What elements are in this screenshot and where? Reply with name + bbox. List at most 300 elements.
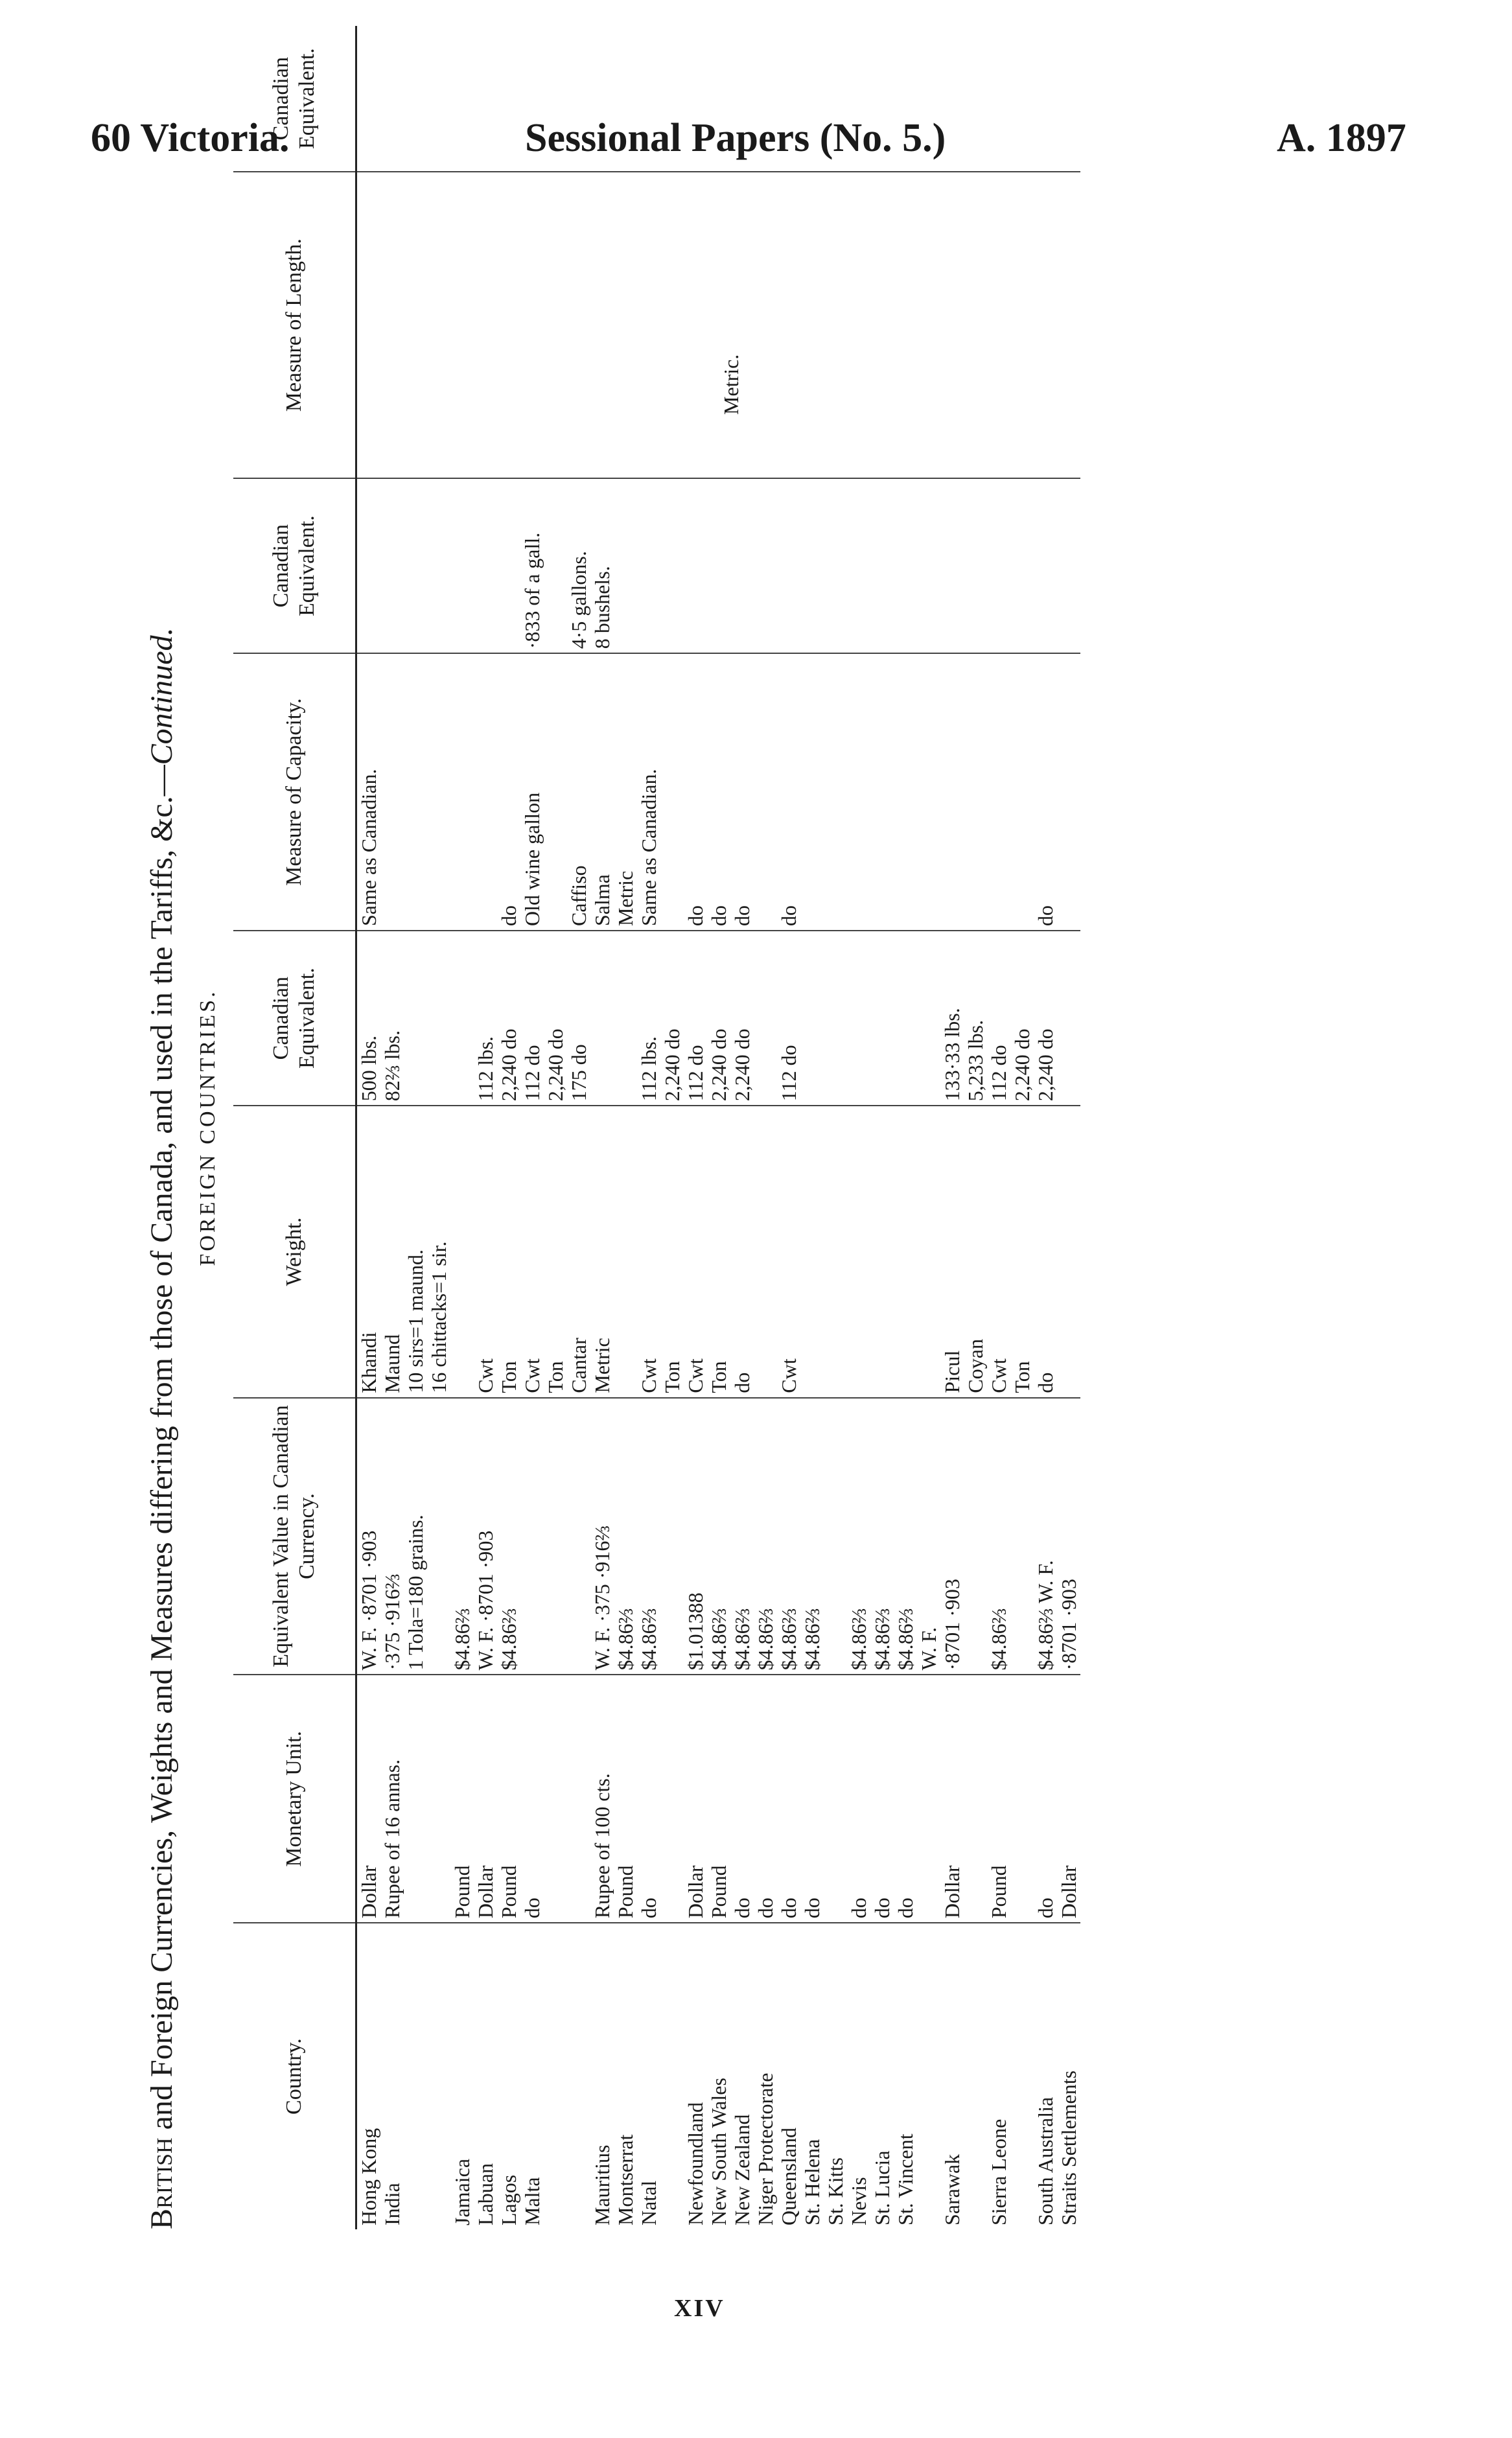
cell-length-equivalent [987, 26, 1010, 172]
cell-country: St. Lucia [870, 2150, 894, 2225]
cell-equivalent-value: $4.86⅔ [730, 1398, 754, 1675]
cell-weight-equivalent: 2,240 do [707, 931, 730, 1106]
cell-country: New South Wales [707, 2078, 730, 2225]
cell-weight [824, 1106, 847, 1397]
cell-weight: Ton [660, 1106, 684, 1397]
cell-country: Labuan [474, 2163, 497, 2225]
table-row [940, 26, 964, 2229]
cell-weight [894, 1106, 917, 1397]
cell-equivalent-value [427, 1398, 450, 1675]
cell-weight-equivalent: 112 do [520, 931, 544, 1106]
caption-rest: and Foreign Currencies, Weights and Measures differing from those of Canada, and used in the Tariffs, &c.— [145, 765, 179, 2138]
cell-length-equivalent [754, 26, 777, 172]
cell-length-equivalent [800, 26, 824, 172]
cell-capacity-equivalent: ·833 of a gall. [520, 478, 544, 653]
cell-capacity: Metric [614, 653, 637, 931]
cell-monetary-unit: Rupee of 100 cts. [590, 1675, 614, 1923]
cell-country: St. Helena [800, 2139, 824, 2225]
cell-capacity-equivalent [917, 478, 940, 653]
header-left: 60 Victoria. [91, 116, 290, 160]
cell-length-equivalent [847, 26, 870, 172]
cell-monetary-unit: do [894, 1675, 917, 1923]
table-row [964, 26, 987, 2229]
cell-capacity-equivalent [356, 478, 381, 653]
cell-equivalent-value: ·8701 ·903 [940, 1398, 964, 1675]
cell-weight-equivalent [450, 931, 474, 1106]
cell-equivalent-value [660, 1398, 684, 1675]
table-row [404, 26, 427, 2229]
cell-weight: Coyan [964, 1106, 987, 1397]
cell-capacity: do [730, 653, 754, 931]
col-header-weight: Weight. [233, 1106, 356, 1397]
cell-country: Natal [637, 2180, 660, 2225]
cell-monetary-unit: do [730, 1675, 754, 1923]
cell-monetary-unit: do [1034, 1675, 1057, 1923]
cell-country: Malta [520, 2177, 544, 2225]
cell-equivalent-value: W. F. ·8701 ·903 [474, 1398, 497, 1675]
cell-weight-equivalent: 133·33 lbs. [940, 931, 964, 1106]
cell-length [1034, 172, 1057, 478]
cell-capacity-equivalent [404, 478, 427, 653]
cell-monetary-unit: Pound [614, 1675, 637, 1923]
cell-weight-equivalent [614, 931, 637, 1106]
cell-length-equivalent [940, 26, 964, 172]
cell-weight: Cwt [474, 1106, 497, 1397]
cell-weight-equivalent: 2,240 do [730, 931, 754, 1106]
cell-weight-equivalent: 2,240 do [497, 931, 520, 1106]
cell-monetary-unit [544, 1675, 567, 1923]
cell-equivalent-value: W. F. ·375 ·916⅔ [590, 1398, 614, 1675]
cell-weight-equivalent [754, 931, 777, 1106]
cell-length [1010, 172, 1034, 478]
cell-weight: Maund [380, 1106, 404, 1397]
cell-length [450, 172, 474, 478]
cell-capacity-equivalent [1057, 478, 1080, 653]
cell-weight-equivalent: 175 do [567, 931, 590, 1106]
table-row [497, 26, 520, 2229]
cell-capacity [964, 653, 987, 931]
cell-capacity-equivalent [450, 478, 474, 653]
cell-monetary-unit [1010, 1675, 1034, 1923]
cell-capacity-equivalent: 8 bushels. [590, 478, 614, 653]
cell-length [356, 172, 381, 478]
cell-capacity-equivalent [754, 478, 777, 653]
cell-length-equivalent [380, 26, 404, 172]
cell-length-equivalent [427, 26, 450, 172]
table-row [800, 26, 824, 2229]
cell-equivalent-value [544, 1398, 567, 1675]
table-row [777, 26, 800, 2229]
col-header-equivalent-value: Equivalent Value in Canadian Currency. [233, 1398, 356, 1675]
cell-weight-equivalent [870, 931, 894, 1106]
cell-capacity [754, 653, 777, 931]
col-header-country: Country. [233, 1923, 356, 2229]
table-row [590, 26, 614, 2229]
cell-capacity [380, 653, 404, 931]
cell-weight-equivalent: 2,240 do [660, 931, 684, 1106]
cell-length-equivalent [590, 26, 614, 172]
cell-capacity-equivalent [987, 478, 1010, 653]
cell-length [614, 172, 637, 478]
cell-capacity-equivalent [800, 478, 824, 653]
cell-weight [870, 1106, 894, 1397]
cell-weight: Picul [940, 1106, 964, 1397]
cell-weight [917, 1106, 940, 1397]
cell-weight-equivalent [404, 931, 427, 1106]
cell-capacity-equivalent [894, 478, 917, 653]
cell-capacity-equivalent [1034, 478, 1057, 653]
col-header-capacity-equivalent: Canadian Equivalent. [233, 478, 356, 653]
header-center: Sessional Papers (No. 5.) [525, 116, 946, 160]
table-row [474, 26, 497, 2229]
cell-capacity: Salma [590, 653, 614, 931]
cell-weight-equivalent [917, 931, 940, 1106]
cell-capacity-equivalent [660, 478, 684, 653]
cell-capacity: do [497, 653, 520, 931]
cell-length-equivalent [707, 26, 730, 172]
cell-capacity [870, 653, 894, 931]
cell-capacity [894, 653, 917, 931]
cell-country: Lagos [497, 2174, 520, 2225]
cell-length [590, 172, 614, 478]
cell-weight [450, 1106, 474, 1397]
cell-capacity: Same as Canadian. [356, 653, 381, 931]
cell-length [427, 172, 450, 478]
cell-length [730, 172, 754, 478]
cell-monetary-unit: Pound [987, 1675, 1010, 1923]
cell-equivalent-value: $4.86⅔ [637, 1398, 660, 1675]
cell-equivalent-value: W. F. ·8701 ·903 [356, 1398, 381, 1675]
table-row [356, 26, 381, 2229]
cell-length [987, 172, 1010, 478]
cell-capacity-equivalent [497, 478, 520, 653]
cell-length [754, 172, 777, 478]
cell-equivalent-value: $4.86⅔ [450, 1398, 474, 1675]
cell-length-equivalent [520, 26, 544, 172]
cell-monetary-unit [427, 1675, 450, 1923]
cell-length [520, 172, 544, 478]
cell-weight-equivalent [824, 931, 847, 1106]
cell-equivalent-value: $4.86⅔ [847, 1398, 870, 1675]
table-row [1010, 26, 1034, 2229]
cell-monetary-unit: do [754, 1675, 777, 1923]
cell-capacity [544, 653, 567, 931]
col-header-monetary-unit: Monetary Unit. [233, 1675, 356, 1923]
cell-equivalent-value: $4.86⅔ [987, 1398, 1010, 1675]
cell-weight [614, 1106, 637, 1397]
cell-capacity-equivalent [847, 478, 870, 653]
cell-country: New Zealand [730, 2114, 754, 2225]
length-metric-note: Metric. [719, 354, 743, 415]
cell-length-equivalent [404, 26, 427, 172]
cell-country: Sierra Leone [987, 2119, 1010, 2225]
cell-monetary-unit [660, 1675, 684, 1923]
cell-equivalent-value: 1 Tola=180 grains. [404, 1398, 427, 1675]
cell-monetary-unit: Dollar [474, 1675, 497, 1923]
cell-country: Hong Kong [357, 2128, 380, 2225]
cell-capacity: do [684, 653, 707, 931]
cell-capacity-equivalent: 4·5 gallons. [567, 478, 590, 653]
cell-length [870, 172, 894, 478]
cell-length-equivalent [567, 26, 590, 172]
cell-weight: Metric [590, 1106, 614, 1397]
cell-capacity-equivalent [614, 478, 637, 653]
table-row [637, 26, 660, 2229]
cell-weight-equivalent: 2,240 do [544, 931, 567, 1106]
cell-country [917, 1923, 940, 2229]
cell-equivalent-value [520, 1398, 544, 1675]
cell-weight-equivalent [847, 931, 870, 1106]
cell-weight-equivalent: 500 lbs. [356, 931, 381, 1106]
cell-length [847, 172, 870, 478]
table-header-row [233, 26, 356, 2229]
table-row [894, 26, 917, 2229]
cell-weight-equivalent: 112 do [987, 931, 1010, 1106]
table-row [660, 26, 684, 2229]
table-caption [136, 26, 188, 2229]
cell-length-equivalent [964, 26, 987, 172]
cell-length-equivalent [544, 26, 567, 172]
header-right: A. 1897 [1277, 116, 1406, 160]
cell-country: Newfoundland [684, 2102, 707, 2225]
cell-monetary-unit: do [870, 1675, 894, 1923]
cell-length [474, 172, 497, 478]
cell-weight-equivalent: 112 do [684, 931, 707, 1106]
table-row [870, 26, 894, 2229]
cell-length [684, 172, 707, 478]
cell-monetary-unit: Dollar [684, 1675, 707, 1923]
cell-weight [847, 1106, 870, 1397]
cell-length-equivalent [474, 26, 497, 172]
cell-weight: Cwt [777, 1106, 800, 1397]
cell-equivalent-value: $4.86⅔ [754, 1398, 777, 1675]
page-mark: XIV [674, 2295, 725, 2322]
cell-monetary-unit: Dollar [940, 1675, 964, 1923]
cell-monetary-unit [567, 1675, 590, 1923]
cell-weight: Cwt [637, 1106, 660, 1397]
table-row [427, 26, 450, 2229]
cell-equivalent-value [567, 1398, 590, 1675]
cell-capacity [660, 653, 684, 931]
table-row [520, 26, 544, 2229]
cell-country: Straits Settlements [1057, 2070, 1080, 2225]
cell-length-equivalent [777, 26, 800, 172]
table-row [987, 26, 1010, 2229]
cell-weight [1057, 1106, 1080, 1397]
cell-length-equivalent [894, 26, 917, 172]
cell-monetary-unit: do [777, 1675, 800, 1923]
cell-country: Niger Protectorate [754, 2072, 777, 2225]
table-row [450, 26, 474, 2229]
cell-weight-equivalent: 112 lbs. [474, 931, 497, 1106]
cell-monetary-unit [964, 1675, 987, 1923]
cell-weight: 10 sirs=1 maund. [404, 1106, 427, 1397]
cell-length [1057, 172, 1080, 478]
cell-weight-equivalent [590, 931, 614, 1106]
cell-length-equivalent [1034, 26, 1057, 172]
caption-continued: Continued. [145, 627, 179, 765]
cell-length [894, 172, 917, 478]
cell-country [964, 1923, 987, 2229]
cell-country: St. Vincent [894, 2133, 917, 2225]
cell-country: Jamaica [450, 2158, 474, 2225]
cell-length-equivalent [824, 26, 847, 172]
cell-length [380, 172, 404, 478]
cell-monetary-unit [824, 1675, 847, 1923]
cell-weight-equivalent [427, 931, 450, 1106]
cell-weight-equivalent [894, 931, 917, 1106]
cell-country [1010, 1923, 1034, 2229]
col-header-capacity: Measure of Capacity. [233, 653, 356, 931]
cell-capacity-equivalent [1010, 478, 1034, 653]
table-row [614, 26, 637, 2229]
cell-country [567, 1923, 590, 2229]
cell-length [824, 172, 847, 478]
cell-capacity [800, 653, 824, 931]
cell-monetary-unit: do [847, 1675, 870, 1923]
cell-monetary-unit: Dollar [356, 1675, 381, 1923]
table-row [754, 26, 777, 2229]
cell-country: Mauritius [590, 2144, 614, 2225]
cell-country: St. Kitts [824, 2157, 847, 2225]
cell-equivalent-value: $4.86⅔ [800, 1398, 824, 1675]
cell-capacity [1057, 653, 1080, 931]
cell-weight-equivalent: 2,240 do [1010, 931, 1034, 1106]
cell-length [777, 172, 800, 478]
cell-length [707, 172, 730, 478]
table-subtitle: FOREIGN COUNTRIES. [196, 989, 220, 1266]
col-header-length: Measure of Length. [233, 172, 356, 478]
cell-capacity-equivalent [870, 478, 894, 653]
cell-capacity-equivalent [824, 478, 847, 653]
cell-capacity: do [707, 653, 730, 931]
cell-capacity [1010, 653, 1034, 931]
cell-country: Nevis [847, 2177, 870, 2225]
cell-length [637, 172, 660, 478]
cell-length-equivalent [917, 26, 940, 172]
cell-equivalent-value: $4.86⅔ W. F. [1034, 1398, 1057, 1675]
cell-capacity: Old wine gallon [520, 653, 544, 931]
cell-monetary-unit: do [637, 1675, 660, 1923]
table-row [380, 26, 404, 2229]
table-row [1034, 26, 1057, 2229]
cell-weight: do [1034, 1106, 1057, 1397]
rotated-table-block [136, 26, 1387, 2229]
cell-weight-equivalent: 112 lbs. [637, 931, 660, 1106]
table-row [847, 26, 870, 2229]
cell-capacity [824, 653, 847, 931]
cell-capacity-equivalent [707, 478, 730, 653]
cell-country: South Australia [1034, 2096, 1057, 2225]
cell-length [660, 172, 684, 478]
cell-monetary-unit: Pound [497, 1675, 520, 1923]
caption-lead: British [145, 2137, 179, 2229]
cell-country [544, 1923, 567, 2229]
cell-length-equivalent [1010, 26, 1034, 172]
cell-capacity: do [777, 653, 800, 931]
cell-length-equivalent [356, 26, 381, 172]
cell-length [800, 172, 824, 478]
cell-weight: Cwt [684, 1106, 707, 1397]
cell-weight: Cwt [987, 1106, 1010, 1397]
cell-weight: Ton [1010, 1106, 1034, 1397]
cell-length-equivalent [614, 26, 637, 172]
table-row [684, 26, 707, 2229]
cell-capacity [940, 653, 964, 931]
cell-equivalent-value: $1.01388 [684, 1398, 707, 1675]
cell-capacity-equivalent [474, 478, 497, 653]
cell-monetary-unit: Rupee of 16 annas. [380, 1675, 404, 1923]
cell-weight: do [730, 1106, 754, 1397]
cell-capacity-equivalent [544, 478, 567, 653]
cell-capacity [404, 653, 427, 931]
cell-capacity-equivalent [684, 478, 707, 653]
cell-capacity-equivalent [777, 478, 800, 653]
cell-country: India [380, 2183, 404, 2225]
cell-length-equivalent [870, 26, 894, 172]
cell-capacity: Caffiso [567, 653, 590, 931]
cell-capacity: do [1034, 653, 1057, 931]
cell-capacity [987, 653, 1010, 931]
cell-weight: Cwt [520, 1106, 544, 1397]
cell-weight-equivalent [800, 931, 824, 1106]
cell-capacity [427, 653, 450, 931]
cell-weight: Khandi [356, 1106, 381, 1397]
cell-length-equivalent [1057, 26, 1080, 172]
cell-equivalent-value: $4.86⅔ [614, 1398, 637, 1675]
cell-monetary-unit: Dollar [1057, 1675, 1080, 1923]
cell-weight: Cantar [567, 1106, 590, 1397]
cell-equivalent-value: $4.86⅔ [870, 1398, 894, 1675]
cell-weight [800, 1106, 824, 1397]
cell-length-equivalent [637, 26, 660, 172]
cell-weight: Ton [497, 1106, 520, 1397]
cell-capacity-equivalent [637, 478, 660, 653]
cell-capacity [450, 653, 474, 931]
col-header-length-equivalent: Canadian Equivalent. [233, 26, 356, 172]
cell-equivalent-value: ·8701 ·903 [1057, 1398, 1080, 1675]
cell-equivalent-value [1010, 1398, 1034, 1675]
table-row [1057, 26, 1080, 2229]
table-row [917, 26, 940, 2229]
table-row [824, 26, 847, 2229]
cell-length-equivalent [497, 26, 520, 172]
cell-equivalent-value [824, 1398, 847, 1675]
cell-equivalent-value: $4.86⅔ [894, 1398, 917, 1675]
cell-country: Queensland [777, 2127, 800, 2225]
cell-length-equivalent [660, 26, 684, 172]
cell-capacity-equivalent [940, 478, 964, 653]
cell-length-equivalent [450, 26, 474, 172]
cell-length [404, 172, 427, 478]
cell-monetary-unit: Pound [707, 1675, 730, 1923]
cell-monetary-unit: Pound [450, 1675, 474, 1923]
cell-weight-equivalent [1057, 931, 1080, 1106]
table-body [356, 26, 1081, 2229]
cell-capacity [474, 653, 497, 931]
cell-length [497, 172, 520, 478]
cell-country [404, 1923, 427, 2229]
table-row [544, 26, 567, 2229]
cell-capacity [847, 653, 870, 931]
cell-equivalent-value: $4.86⅔ [777, 1398, 800, 1675]
cell-weight-equivalent: 2,240 do [1034, 931, 1057, 1106]
cell-length [567, 172, 590, 478]
cell-equivalent-value: ·375 ·916⅔ [380, 1398, 404, 1675]
cell-capacity: Same as Canadian. [637, 653, 660, 931]
cell-length-equivalent [684, 26, 707, 172]
cell-equivalent-value: $4.86⅔ [497, 1398, 520, 1675]
